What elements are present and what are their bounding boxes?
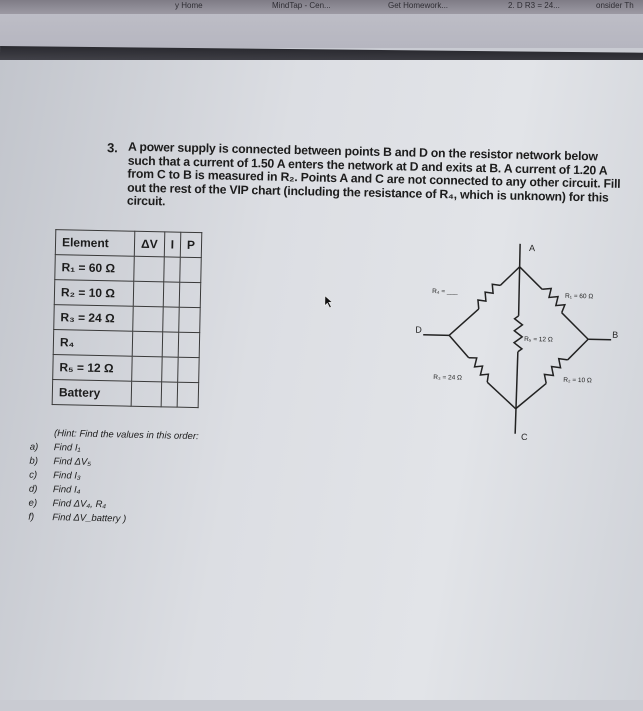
- step-text: Find I₃: [53, 470, 81, 482]
- question-text: A power supply is connected between points B and D on the resistor network below such that a current of 1.50 A enters the network at D and exits at B. A current of 1.20 A from C to B is measured in R₂. Points A and C are not connected to any other circuit. Fill out the rest of the VIP chart (including the resistance of R₄, which is unknown) for this circuit.: [127, 141, 628, 219]
- cell[interactable]: [177, 382, 199, 407]
- browser-tab[interactable]: y Home: [175, 1, 203, 10]
- cell[interactable]: [132, 331, 162, 357]
- node-a-label: A: [529, 243, 535, 253]
- table-row: [53, 330, 199, 358]
- r5-label: R₅ = 12 Ω: [524, 336, 553, 344]
- cell[interactable]: [163, 257, 180, 282]
- resistor-r1: [542, 288, 565, 312]
- r1-label: R₁ = 60 Ω: [565, 293, 593, 301]
- r4-label: R₄ = ___: [432, 288, 458, 296]
- hint-title: (Hint: Find the values in this order:: [54, 427, 199, 444]
- step-text: Find ΔV₅: [53, 456, 91, 468]
- r2-label: R₂ = 10 Ω: [563, 377, 592, 385]
- element-label: R₂ = 10 Ω: [54, 280, 134, 307]
- cell[interactable]: [162, 307, 179, 332]
- cell[interactable]: [163, 282, 180, 307]
- question-number: 3.: [107, 140, 118, 155]
- cell[interactable]: [133, 281, 163, 307]
- element-label: R₃ = 24 Ω: [54, 305, 134, 332]
- header-power: P: [180, 232, 202, 257]
- cell[interactable]: [134, 256, 164, 282]
- node-c-label: C: [521, 432, 528, 442]
- cell[interactable]: [162, 332, 179, 357]
- cell[interactable]: [161, 357, 178, 382]
- element-label: R₅ = 12 Ω: [53, 355, 133, 382]
- header-element: Element: [55, 230, 135, 257]
- cell[interactable]: [179, 307, 201, 332]
- cell[interactable]: [131, 381, 161, 407]
- step-text: Find ΔV₄, R₄: [52, 498, 106, 510]
- cell[interactable]: [179, 282, 201, 307]
- step-text: Find ΔV_battery ): [52, 512, 126, 525]
- step-letter: d): [29, 483, 38, 497]
- table-header-row: [55, 230, 201, 258]
- cell[interactable]: [178, 332, 200, 357]
- table-row: [55, 255, 201, 283]
- hint-step: [52, 511, 197, 528]
- resistor-r5: [514, 316, 523, 352]
- browser-tab[interactable]: onsider Th: [596, 1, 634, 10]
- element-label: Battery: [52, 380, 132, 407]
- header-delta-v: ΔV: [134, 231, 164, 257]
- cell[interactable]: [161, 382, 178, 407]
- table-row: [52, 380, 198, 408]
- cell[interactable]: [180, 257, 202, 282]
- step-letter: e): [28, 497, 37, 511]
- resistor-network-diagram: [399, 231, 633, 451]
- browser-tab[interactable]: Get Homework...: [388, 1, 448, 10]
- table-row: [54, 305, 200, 333]
- cell[interactable]: [133, 306, 163, 332]
- cell[interactable]: [132, 356, 162, 382]
- resistor-r3: [468, 358, 488, 382]
- vip-table: [52, 229, 203, 408]
- step-letter: a): [30, 441, 39, 455]
- cell[interactable]: [178, 357, 200, 382]
- step-text: Find I₁: [54, 442, 81, 454]
- step-letter: b): [29, 455, 38, 469]
- browser-tab[interactable]: 2. D R3 = 24...: [508, 1, 560, 10]
- element-label: R₁ = 60 Ω: [55, 255, 135, 282]
- step-text: Find I₄: [53, 484, 81, 496]
- table-row: [54, 280, 200, 308]
- r3-label: R₃ = 24 Ω: [433, 374, 462, 382]
- hint-block: [52, 427, 199, 528]
- mouse-pointer-icon: [324, 295, 334, 314]
- wire: [515, 352, 518, 434]
- resistor-r4: [478, 284, 501, 309]
- table-row: [53, 355, 199, 383]
- step-letter: f): [28, 511, 34, 525]
- step-letter: c): [29, 469, 37, 483]
- browser-tab[interactable]: MindTap - Cen...: [272, 1, 331, 10]
- header-current: I: [164, 232, 181, 257]
- element-label: R₄: [53, 330, 133, 357]
- node-b-label: B: [612, 330, 618, 340]
- wire: [519, 244, 521, 316]
- node-d-label: D: [415, 325, 422, 335]
